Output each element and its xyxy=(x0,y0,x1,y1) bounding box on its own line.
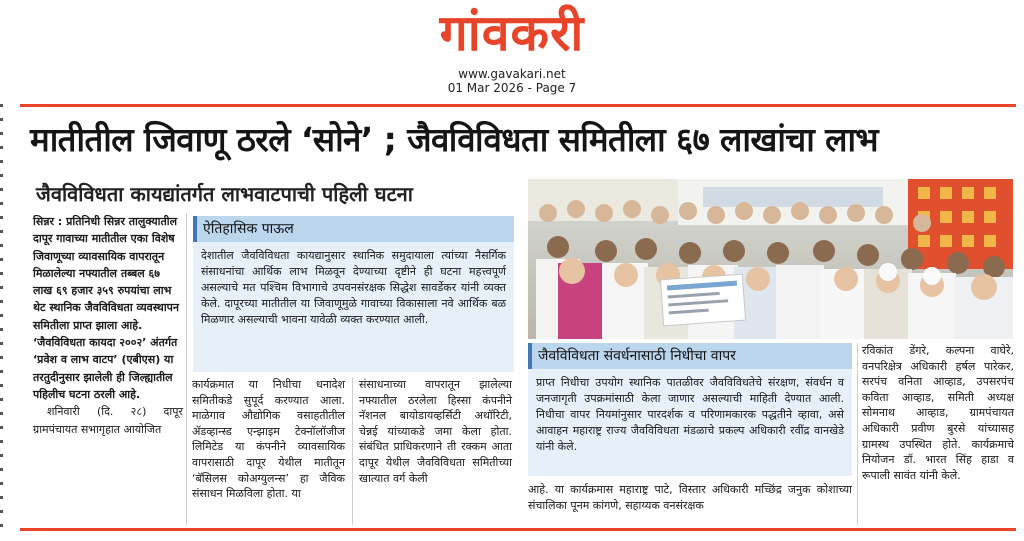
column-divider xyxy=(352,377,353,525)
article-column-1 xyxy=(33,213,183,438)
article-column-3: संसाधनाच्या वापरातून झालेल्या नफ्यातील ठरलेला हिस्सा कंपनीने नॅशनल बायोडायव्हर्सिटी अथॉरिटी, चेन्नई यांच्याकडे जमा केला होता. संबंधित प्राधिकरणाने ती रक्कम आता दापूर येथील जैवविविधता समितीच्या खात्यात वर्ग केली xyxy=(359,378,512,485)
sidebar-box-fund-use xyxy=(528,343,852,476)
column-divider xyxy=(857,343,858,525)
event-photo-illustration xyxy=(528,179,1013,339)
box-body: प्राप्त निधीचा उपयोग स्थानिक पातळीवर जैवविविधतेचे संरक्षण, संवर्धन व जनजागृती उपक्रमांसाठी केला जाणार असल्याची माहिती देण्यात आली. निधीचा वापर नियमांनुसार पारदर्शक व परिणामकारक पद्धतीने व्हावा, असे आवाहन महाराष्ट्र राज्य जैवविविधता मंडळाचे प्रकल्प अधिकारी रवींद्र वानखेडे यांनी केले. xyxy=(536,376,844,453)
box-title: जैवविविधता संवर्धनासाठी निधीचा वापर xyxy=(528,343,852,369)
column-divider xyxy=(186,213,187,525)
article-column-5: रविकांत डेंगरे, कल्पना वाघेरे, वनपरिक्षेत्र अधिकारी हर्षल पारेकर, सरपंच वनिता आव्हाड, उपसरपंच कविता आव्हाड, समिती अध्यक्ष सोमनाथ आव्हाड, ग्रामपंचायत अधिकारी प्रवीण बुरसे यांच्यासह ग्रामस्थ उपस्थित होते. कार्यक्रमाचे नियोजन डॉ. भारत सिंह हाडा व रूपाली सावंत यांनी केले. xyxy=(862,344,1014,482)
intro-paragraph: सिन्नर : प्रतिनिधी सिन्नर तालुक्यातील दापूर गावाच्या मातीतील एका विशेष जिवाणूच्या व्यावसायिक वापरातून मिळालेल्या नफ्यातील तब्बल ६७ लाख ६९ हजार ३५९ रुपयांचा लाभ थेट स्थानिक जैवविविधता व्यवस्थापन समितीला प्राप्त झाला आहे. ‘जैवविविधता कायदा २००२’ अंतर्गत ‘प्रवेश व लाभ वाटप’ (एबीएस) या तरतुदीनुसार झालेली ही जिल्ह्यातील पहिलीच घटना ठरली आहे. xyxy=(33,215,180,401)
website-url[interactable]: www.gavakari.net xyxy=(458,67,566,81)
article-column-4: आहे. या कार्यक्रमास महाराष्ट्र पाटे, विस्तार अधिकारी मच्छिंद्र जनुक कोशाच्या संचालिका पूनम कांगणे, सहाय्यक वनसंरक्षक xyxy=(528,483,852,512)
body-paragraph-start: शनिवारी (दि. २८) दापूर ग्रामपंचायत सभागृहात आयोजित xyxy=(33,405,183,436)
box-title: ऐतिहासिक पाऊल xyxy=(193,216,514,242)
newspaper-logo: गांवकरी xyxy=(439,3,585,62)
page-edge-rule xyxy=(0,104,3,534)
sidebar-box-historic-step xyxy=(193,216,514,372)
article-headline: मातीतील जिवाणू ठरले ‘सोने’ ; जैवविविधता समितीला ६७ लाखांचा लाभ xyxy=(30,120,878,159)
article-subhead: जैवविविधता कायद्यांतर्गत लाभवाटपाची पहिली घटना xyxy=(36,182,413,206)
article-column-2: कार्यक्रमात या निधीचा धनादेश समितीकडे सुपूर्द करण्यात आला. माळेगाव औद्योगिक वसाहतीतील ॲडव्हान्स्ड एन्झाइम टेक्नॉलॉजीज लिमिटेड या कंपनीने व्यावसायिक वापरासाठी दापूर येथील मातीतून ‘बॅसिलस कोअग्युलन्स’ हा जैविक संसाधन मिळविला होता. या xyxy=(192,378,345,501)
masthead xyxy=(0,0,1024,100)
event-photo xyxy=(528,179,1013,339)
box-body: देशातील जैवविविधता कायद्यानुसार स्थानिक समुदायाला त्यांच्या नैसर्गिक संसाधनांचा आर्थिक लाभ मिळवून देण्याच्या दृष्टीने ही घटना महत्त्वपूर्ण असल्याचे मत पश्चिम विभागाचे उपवनसंरक्षक सिद्धेश सावर्डेकर यांनी व्यक्त केले. दापूरच्या मातीतील या जिवाणूमुळे गावाच्या विकासाला नवे आर्थिक बळ मिळणार असल्याची भावना यावेळी व्यक्त करण्यात आली. xyxy=(201,249,506,326)
dateline: 01 Mar 2026 - Page 7 xyxy=(447,81,577,95)
